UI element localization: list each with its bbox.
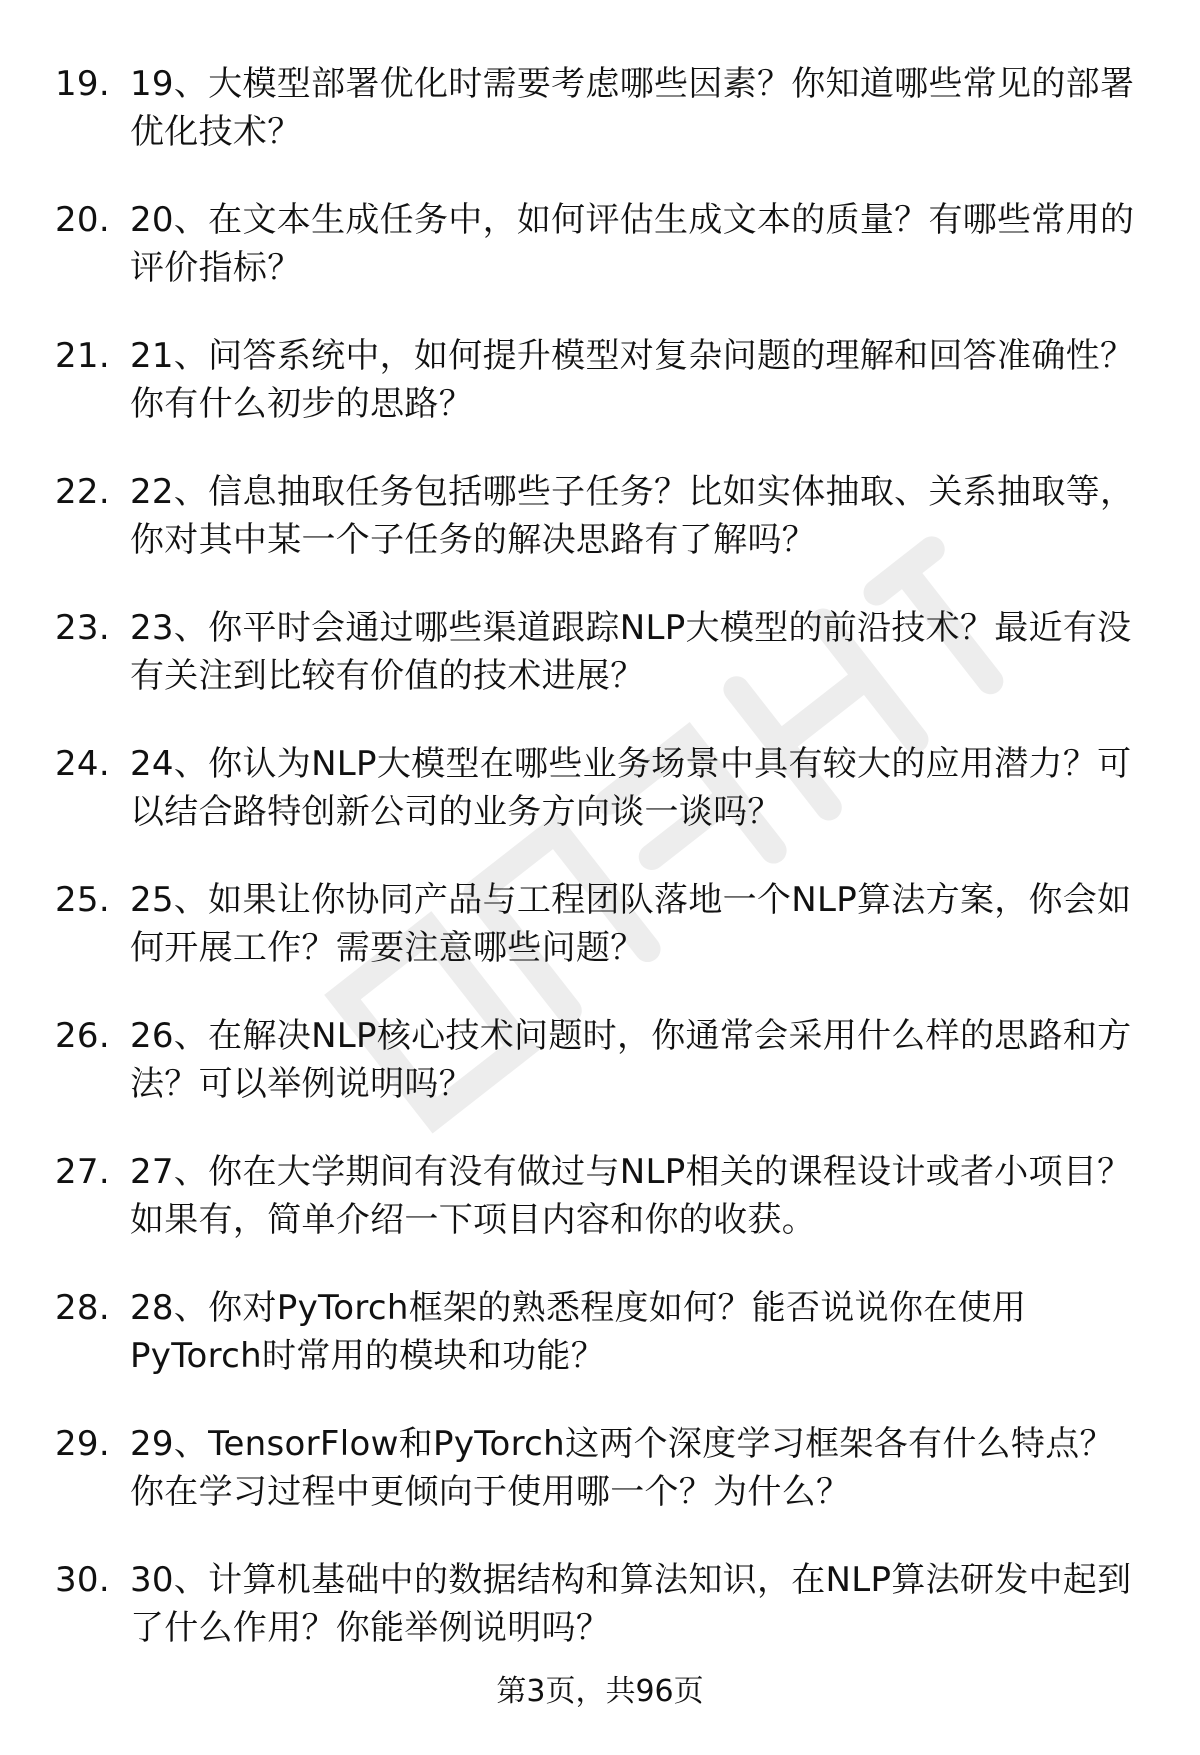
question-number: 30. bbox=[55, 1560, 110, 1600]
question-text: 21、问答系统中，如何提升模型对复杂问题的理解和回答准确性？你有什么初步的思路？ bbox=[130, 336, 1135, 424]
list-item bbox=[55, 876, 1145, 972]
question-number: 24. bbox=[55, 744, 110, 784]
question-number: 19. bbox=[55, 64, 110, 104]
question-text: 19、大模型部署优化时需要考虑哪些因素？你知道哪些常见的部署优化技术？ bbox=[130, 64, 1135, 152]
list-item bbox=[55, 60, 1145, 156]
question-number: 29. bbox=[55, 1424, 110, 1464]
question-text: 23、你平时会通过哪些渠道跟踪NLP大模型的前沿技术？最近有没有关注到比较有价值的技术进展？ bbox=[130, 608, 1132, 696]
question-text: 26、在解决NLP核心技术问题时，你通常会采用什么样的思路和方法？可以举例说明吗？ bbox=[130, 1016, 1132, 1104]
list-item bbox=[55, 1284, 1145, 1380]
question-text: 28、你对PyTorch框架的熟悉程度如何？能否说说你在使用PyTorch时常用的模块和功能？ bbox=[130, 1288, 1027, 1376]
question-text: 20、在文本生成任务中，如何评估生成文本的质量？有哪些常用的评价指标？ bbox=[130, 200, 1135, 288]
list-item bbox=[55, 1556, 1145, 1652]
question-text: 25、如果让你协同产品与工程团队落地一个NLP算法方案，你会如何开展工作？需要注意哪些问题？ bbox=[130, 880, 1132, 968]
question-number: 23. bbox=[55, 608, 110, 648]
question-number: 27. bbox=[55, 1152, 110, 1192]
question-number: 21. bbox=[55, 336, 110, 376]
list-item bbox=[55, 740, 1145, 836]
question-number: 28. bbox=[55, 1288, 110, 1328]
question-number: 25. bbox=[55, 880, 110, 920]
question-number: 20. bbox=[55, 200, 110, 240]
list-item bbox=[55, 1012, 1145, 1108]
list-item bbox=[55, 1420, 1145, 1516]
question-number: 22. bbox=[55, 472, 110, 512]
list-item bbox=[55, 604, 1145, 700]
list-item bbox=[55, 196, 1145, 292]
list-item bbox=[55, 1148, 1145, 1244]
question-text: 24、你认为NLP大模型在哪些业务场景中具有较大的应用潜力？可以结合路特创新公司的业务方向谈一谈吗？ bbox=[130, 744, 1132, 832]
question-text: 29、TensorFlow和PyTorch这两个深度学习框架各有什么特点？你在学习过程中更倾向于使用哪一个？为什么？ bbox=[130, 1424, 1114, 1512]
question-list bbox=[55, 60, 1145, 1692]
question-text: 27、你在大学期间有没有做过与NLP相关的课程设计或者小项目？如果有，简单介绍一下项目内容和你的收获。 bbox=[130, 1152, 1132, 1240]
list-item bbox=[55, 332, 1145, 428]
list-item bbox=[55, 468, 1145, 564]
question-text: 30、计算机基础中的数据结构和算法知识，在NLP算法研发中起到了什么作用？你能举例说明吗？ bbox=[130, 1560, 1132, 1648]
question-text: 22、信息抽取任务包括哪些子任务？比如实体抽取、关系抽取等，你对其中某一个子任务的解决思路有了解吗？ bbox=[130, 472, 1135, 560]
page-indicator: 第3页，共96页 bbox=[496, 1674, 704, 1709]
question-number: 26. bbox=[55, 1016, 110, 1056]
